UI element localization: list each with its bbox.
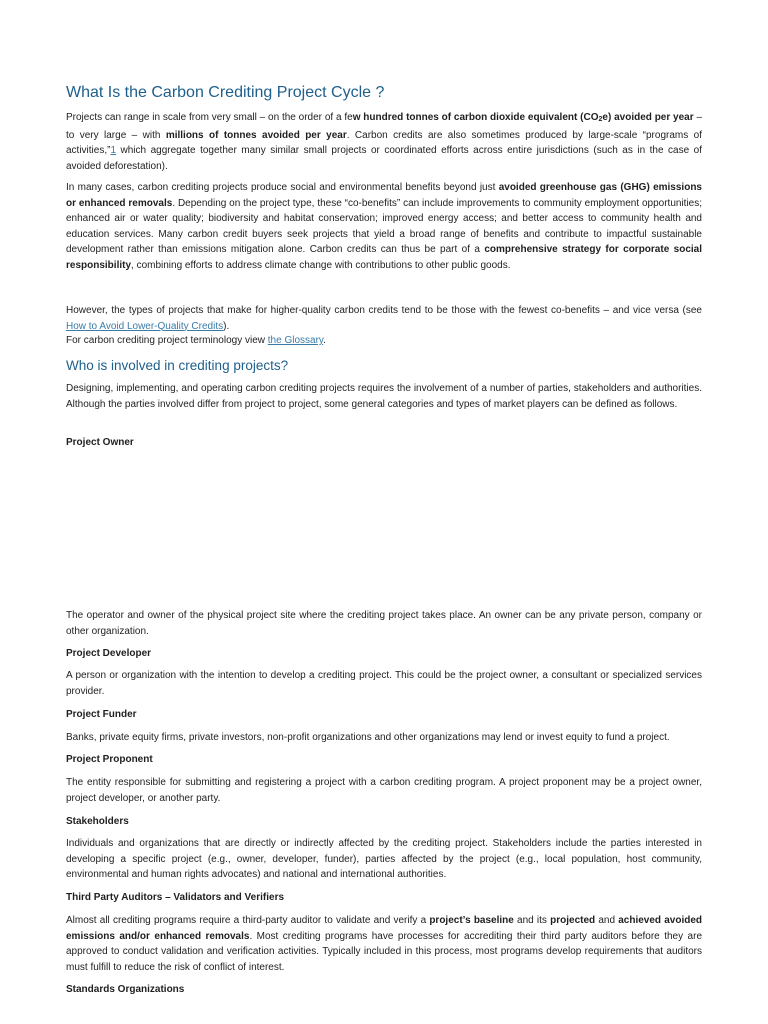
role-label-developer: Project Developer [66,648,152,659]
page-title: What Is the Carbon Crediting Project Cycle ? [66,84,385,101]
role-text-developer: A person or organization with the intention to develop a crediting project. This could be the project owner, a consultant or specialized services provider. [66,670,702,697]
footnote-link[interactable]: 1 [110,145,117,156]
bold-text: e) avoided per year [602,112,694,123]
section-intro: Designing, implementing, and operating carbon crediting projects requires the involvement of a number of parties, stakeholders and authorities. Although the parties involved differ from project to project, some general categories and types of market players can be defined as follows. [66,383,702,410]
intro-paragraph-quality [66,303,702,334]
bold-text: comprehensive strategy for corporate social responsibility [66,244,702,271]
text: and [595,915,619,926]
intro-paragraph-scale [66,110,702,174]
bold-text: achieved avoided emissions and/or enhanced removals [66,915,703,942]
bold-text: avoided greenhouse gas (GHG) emissions or enhanced removals [66,182,702,209]
text: which aggregate together many similar small projects or coordinated efforts across entire jurisdictions (such as in the case of avoided deforestation). [66,145,702,172]
text: Projects can range in scale from very small – on the order of a fe [66,112,353,123]
subscript: 2 [598,116,603,123]
role-text-owner: The operator and owner of the physical project site where the crediting project takes place. An owner can be any private person, company or other organization. [66,610,702,637]
role-label-proponent: Project Proponent [66,754,153,765]
bold-text: project’s baseline [429,915,514,926]
role-label-standards: Standards Organizations [66,984,185,995]
role-text-auditors [66,913,702,975]
text: However, the types of projects that make for higher-quality carbon credits tend to be those with the fewest co-benefits – and vice versa (see [66,305,702,316]
text: Almost all crediting programs require a third-party auditor to validate and verify a [66,915,430,926]
text: . Depending on the project type, these “co-benefits” can include improvements to community employment opportunities; enhanced air or water quality; biodiversity and habitat conservation; improved energy access; and better access to community health and education services. Many carbon credit buyers seek projects that yield a broad range of benefits and contribute to impactful sustainable development rather than emissions mitigation alone. Carbon credits can thus be part of a [66,197,703,255]
glossary-link[interactable]: the Glossary [267,335,324,346]
role-text-funder: Banks, private equity firms, private investors, non-profit organizations and other organizations may lend or invest equity to fund a project. [66,732,670,743]
glossary-paragraph [66,333,702,349]
role-text-proponent: The entity responsible for submitting and registering a project with a carbon crediting program. A project proponent may be a project owner, project developer, or another party. [66,777,702,804]
text: and its [513,915,551,926]
bold-text: projected [550,915,596,926]
role-label-owner: Project Owner [66,437,134,448]
role-label-stakeholders: Stakeholders [66,816,129,827]
text: . Carbon credits are also sometimes produced by large-scale “programs of activities,” [66,129,702,156]
lower-quality-credits-link[interactable]: How to Avoid Lower-Quality Credits [66,320,224,332]
role-text-stakeholders: Individuals and organizations that are directly or indirectly affected by the crediting project. Stakeholders include the parties interested in developing a specific project (e.g., owner, developer, funder), parties affected by the project (e.g., local population, host community, environmental and human rights advocates) and national and international authorities. [66,838,702,880]
section-title-involved: Who is involved in crediting projects? [66,358,289,373]
text: , combining efforts to address climate change with contributions to other public goods. [131,259,511,271]
text: . Most crediting programs have processes for accrediting their third party auditors before they are approved to conduct validation and verification activities. Typically included in this process, most programs develop requirements that auditors must fulfill to reduce the risk of conflict of interest. [66,930,702,973]
bold-text: w hundred tonnes of carbon dioxide equivalent (CO [352,112,599,123]
role-label-funder: Project Funder [66,709,137,720]
intro-paragraph-cobenefits [66,180,702,273]
text: In many cases, carbon crediting projects produce social and environmental benefits beyond just [66,182,499,193]
text: ). [223,320,230,332]
role-label-auditors: Third Party Auditors – Validators and Verifiers [66,892,285,903]
text: . [323,335,326,346]
text: – to very large – with [66,112,703,141]
text: For carbon crediting project terminology view [66,335,268,346]
bold-text: millions of tonnes avoided per year [165,129,347,141]
